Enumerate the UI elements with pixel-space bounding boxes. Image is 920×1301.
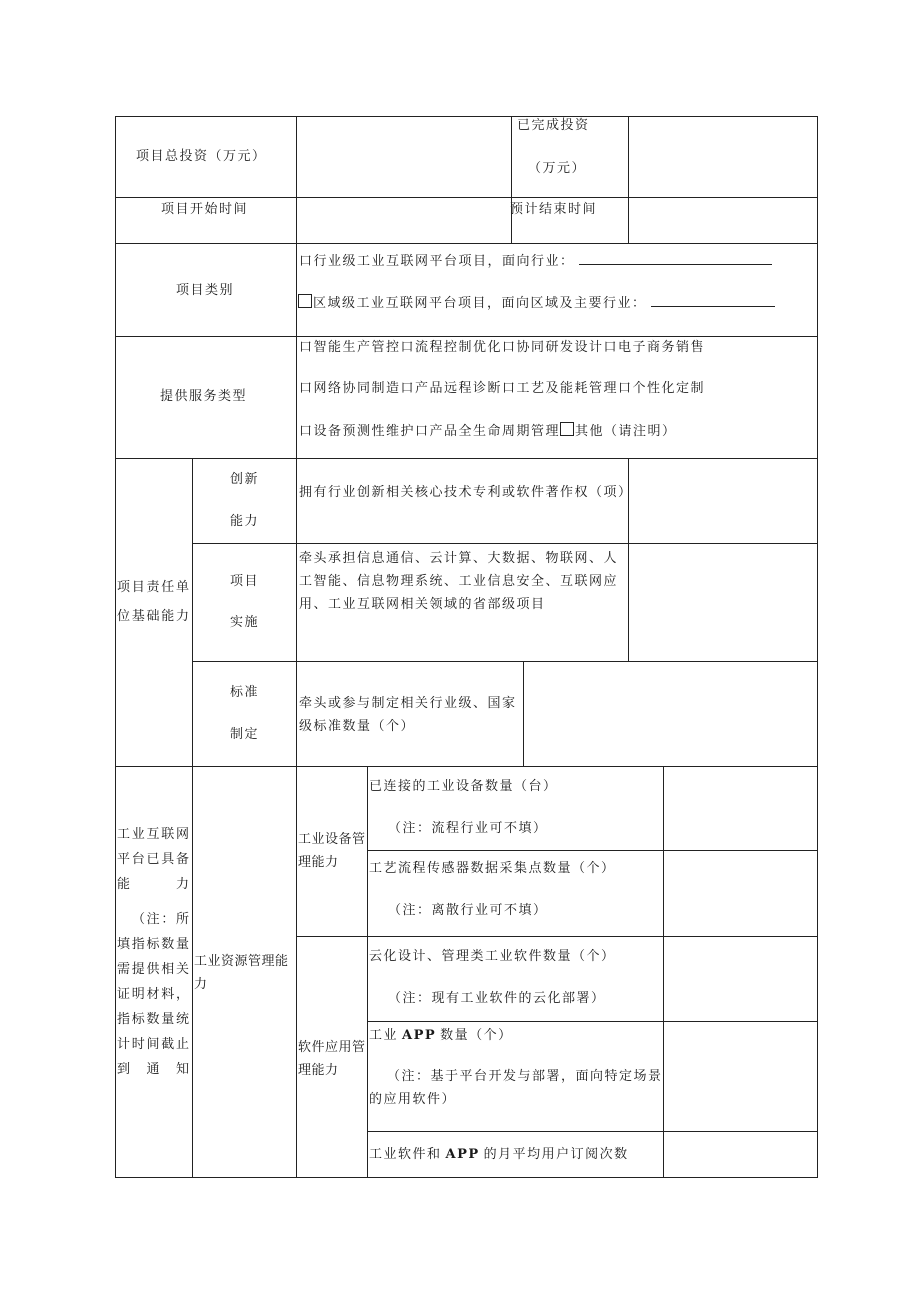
industrial-app-label-app: APP bbox=[402, 1028, 437, 1043]
connected-devices-input[interactable] bbox=[664, 767, 817, 850]
implementation-input[interactable] bbox=[629, 544, 817, 661]
start-time-label: 项目开始时间 bbox=[161, 202, 249, 217]
connected-devices-label: 已连接的工业设备数量（台） bbox=[369, 779, 558, 794]
standard-desc: 牵头或参与制定相关行业级、国家级标准数量（个） bbox=[299, 696, 517, 734]
total-investment-input[interactable] bbox=[297, 117, 511, 197]
subscription-input[interactable] bbox=[664, 1132, 817, 1177]
subscription-label-suffix: 的月平均用户订阅次数 bbox=[483, 1147, 629, 1162]
innovation-input[interactable] bbox=[629, 459, 817, 543]
subscription-label-prefix: 工业软件和 bbox=[369, 1147, 442, 1162]
sensor-points-note: （注：离散行业可不填） bbox=[388, 903, 548, 918]
implementation-label-2: 实施 bbox=[230, 615, 260, 630]
category-region-text: 区域级工业互联网平台项目，面向区域及主要行业： bbox=[313, 296, 647, 311]
standard-input[interactable] bbox=[524, 662, 817, 766]
standard-label-2: 制定 bbox=[230, 727, 260, 742]
checkbox-other[interactable] bbox=[560, 422, 574, 436]
subscription-label-app: APP bbox=[445, 1147, 480, 1162]
innovation-label-1: 创新 bbox=[230, 472, 260, 487]
industrial-app-label-suffix: 数量（个） bbox=[440, 1028, 513, 1043]
sensor-points-input[interactable] bbox=[664, 851, 817, 936]
implementation-desc: 牵头承担信息通信、云计算、大数据、物联网、人工智能、信息物理系统、工业信息安全、互联网应用、工业互联网相关领域的省部级项目 bbox=[299, 551, 619, 612]
innovation-desc: 拥有行业创新相关核心技术专利或软件著作权（项） bbox=[299, 485, 633, 500]
end-time-input[interactable] bbox=[629, 198, 817, 243]
completed-investment-input[interactable] bbox=[629, 117, 817, 197]
subscription-label bbox=[369, 1146, 629, 1164]
innovation-label-2: 能力 bbox=[230, 514, 260, 529]
total-investment-label: 项目总投资（万元） bbox=[136, 149, 267, 164]
cloud-software-note: （注：现有工业软件的云化部署） bbox=[388, 991, 606, 1006]
category-label: 项目类别 bbox=[176, 283, 235, 298]
checkbox-region[interactable] bbox=[298, 294, 312, 308]
category-region-option[interactable] bbox=[298, 294, 775, 313]
service-line-1[interactable]: 口智能生产管控口流程控制优化口协同研发设计口电子商务销售 bbox=[299, 340, 706, 355]
industrial-app-label bbox=[369, 1027, 513, 1045]
industrial-app-label-prefix: 工业 bbox=[369, 1028, 399, 1043]
industrial-app-input[interactable] bbox=[664, 1022, 817, 1131]
end-time-label: 预计结束时间 bbox=[510, 202, 598, 217]
standard-label-1: 标准 bbox=[230, 685, 260, 700]
service-other-text: 其他（请注明） bbox=[575, 424, 677, 439]
industry-blank-line[interactable] bbox=[579, 252, 772, 265]
sensor-points-label: 工艺流程传感器数据采集点数量（个） bbox=[369, 861, 616, 876]
cloud-software-input[interactable] bbox=[664, 937, 817, 1021]
implementation-label-1: 项目 bbox=[230, 574, 260, 589]
service-type-label: 提供服务类型 bbox=[160, 389, 248, 404]
completed-investment-label: 已完成投资 bbox=[517, 118, 590, 133]
platform-capability-label: 工业互联网平台已具备能力 bbox=[117, 827, 189, 892]
service-line-3-text: 口设备预测性维护口产品全生命周期管理 bbox=[299, 424, 561, 439]
start-time-input[interactable] bbox=[297, 198, 511, 243]
checkbox-industry[interactable]: 口 bbox=[299, 254, 314, 269]
cloud-software-label: 云化设计、管理类工业软件数量（个） bbox=[369, 949, 616, 964]
basic-capability-label: 项目责任单位基础能力 bbox=[117, 580, 189, 624]
industrial-app-note: （注：基于平台开发与部署，面向特定场景的应用软件） bbox=[369, 1069, 663, 1107]
service-line-2[interactable]: 口网络协同制造口产品远程诊断口工艺及能耗管理口个性化定制 bbox=[299, 381, 706, 396]
software-management-label: 软件应用管理能力 bbox=[298, 1040, 366, 1078]
platform-capability-note: （注：所填指标数量需提供相关证明材料，指标数量统计时间截止到通知 bbox=[117, 912, 189, 1077]
resource-management-label: 工业资源管理能力 bbox=[194, 954, 289, 992]
category-industry-text: 行业级工业互联网平台项目，面向行业： bbox=[313, 254, 575, 269]
service-line-3[interactable] bbox=[299, 422, 677, 441]
completed-investment-unit: （万元） bbox=[528, 161, 587, 176]
equipment-management-label: 工业设备管理能力 bbox=[298, 832, 366, 870]
region-blank-line[interactable] bbox=[651, 294, 775, 307]
category-industry-option[interactable] bbox=[299, 252, 772, 271]
connected-devices-note: （注：流程行业可不填） bbox=[388, 821, 548, 836]
